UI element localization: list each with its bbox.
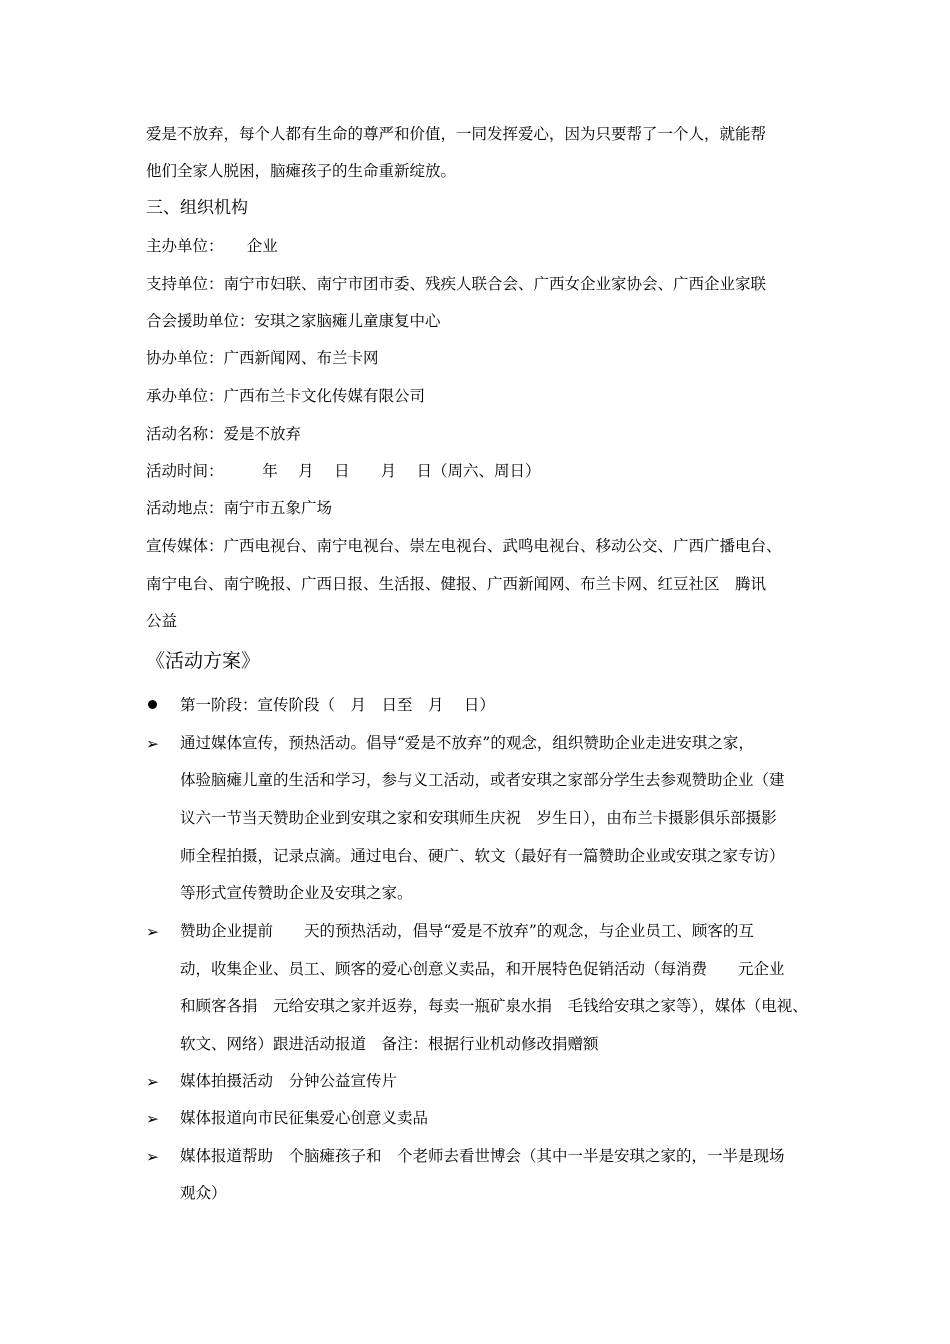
organizer: 承办单位：广西布兰卡文化传媒有限公司 bbox=[146, 387, 426, 405]
item-2-line-1: 赞助企业提前 天的预热活动，倡导“爱是不放弃”的观念，与企业员工、顾客的互 bbox=[180, 922, 754, 940]
item-5-line-2: 观众） bbox=[180, 1184, 227, 1202]
item-1-line-4: 师全程拍摄，记录点滴。通过电台、硬广、软文（最好有一篇赞助企业或安琪之家专访） bbox=[180, 847, 785, 865]
media-line-3: 公益 bbox=[146, 612, 178, 630]
support-unit-line-2: 合会援助单位：安琪之家脑瘫儿童康复中心 bbox=[146, 312, 441, 330]
item-5-line-1: 媒体报道帮助 个脑瘫孩子和 个老师去看世博会（其中一半是安琪之家的，一半是现场 bbox=[180, 1147, 785, 1165]
stage-1-title: 第一阶段：宣传阶段（ 月 日至 月 日） bbox=[180, 696, 495, 714]
item-2-line-2: 动，收集企业、员工、顾客的爱心创意义卖品，和开展特色促销活动（每消费 元企业 bbox=[180, 960, 785, 978]
intro-line-2: 他们全家人脱困，脑瘫孩子的生命重新绽放。 bbox=[146, 162, 457, 180]
media-line-2: 南宁电台、南宁晚报、广西日报、生活报、健报、广西新闻网、布兰卡网、红豆社区 腾讯 bbox=[146, 575, 767, 593]
item-3: 媒体拍摄活动 分钟公益宣传片 bbox=[180, 1072, 398, 1090]
arrow-bullet-icon: ➢ bbox=[146, 735, 159, 753]
event-time: 活动时间： 年 月 日 月 日（周六、周日） bbox=[146, 462, 541, 480]
item-2-line-3: 和顾客各捐 元给安琪之家并返券，每卖一瓶矿泉水捐 毛钱给安琪之家等），媒体（电视、 bbox=[180, 997, 808, 1015]
section-title: 三、组织机构 bbox=[146, 198, 248, 218]
plan-title: 《活动方案》 bbox=[146, 650, 261, 672]
item-2-line-4: 软文、网络）跟进活动报道 备注：根据行业机动修改捐赠额 bbox=[180, 1035, 599, 1053]
arrow-bullet-icon: ➢ bbox=[146, 1148, 159, 1166]
co-organizer: 协办单位：广西新闻网、布兰卡网 bbox=[146, 349, 379, 367]
item-1-line-5: 等形式宣传赞助企业及安琪之家。 bbox=[180, 884, 413, 902]
arrow-bullet-icon: ➢ bbox=[146, 1110, 159, 1128]
event-place: 活动地点：南宁市五象广场 bbox=[146, 499, 333, 517]
arrow-bullet-icon: ➢ bbox=[146, 923, 159, 941]
item-4: 媒体报道向市民征集爱心创意义卖品 bbox=[180, 1109, 429, 1127]
item-1-line-3: 议六一节当天赞助企业到安琪之家和安琪师生庆祝 岁生日），由布兰卡摄影俱乐部摄影 bbox=[180, 809, 777, 827]
host-unit: 主办单位： 企业 bbox=[146, 237, 278, 255]
event-name: 活动名称：爱是不放弃 bbox=[146, 425, 302, 443]
media-line-1: 宣传媒体：广西电视台、南宁电视台、崇左电视台、武鸣电视台、移动公交、广西广播电台、 bbox=[146, 537, 782, 555]
item-1-line-2: 体验脑瘫儿童的生活和学习，参与义工活动，或者安琪之家部分学生去参观赞助企业（建 bbox=[180, 771, 785, 789]
arrow-bullet-icon: ➢ bbox=[146, 1073, 159, 1091]
support-unit-line-1: 支持单位：南宁市妇联、南宁市团市委、残疾人联合会、广西女企业家协会、广西企业家联 bbox=[146, 275, 767, 293]
bullet-dot-icon bbox=[148, 700, 157, 709]
intro-line-1: 爱是不放弃，每个人都有生命的尊严和价值，一同发挥爱心，因为只要帮了一个人，就能帮 bbox=[146, 125, 767, 143]
item-1-line-1: 通过媒体宣传，预热活动。倡导“爱是不放弃”的观念，组织赞助企业走进安琪之家， bbox=[180, 734, 754, 752]
